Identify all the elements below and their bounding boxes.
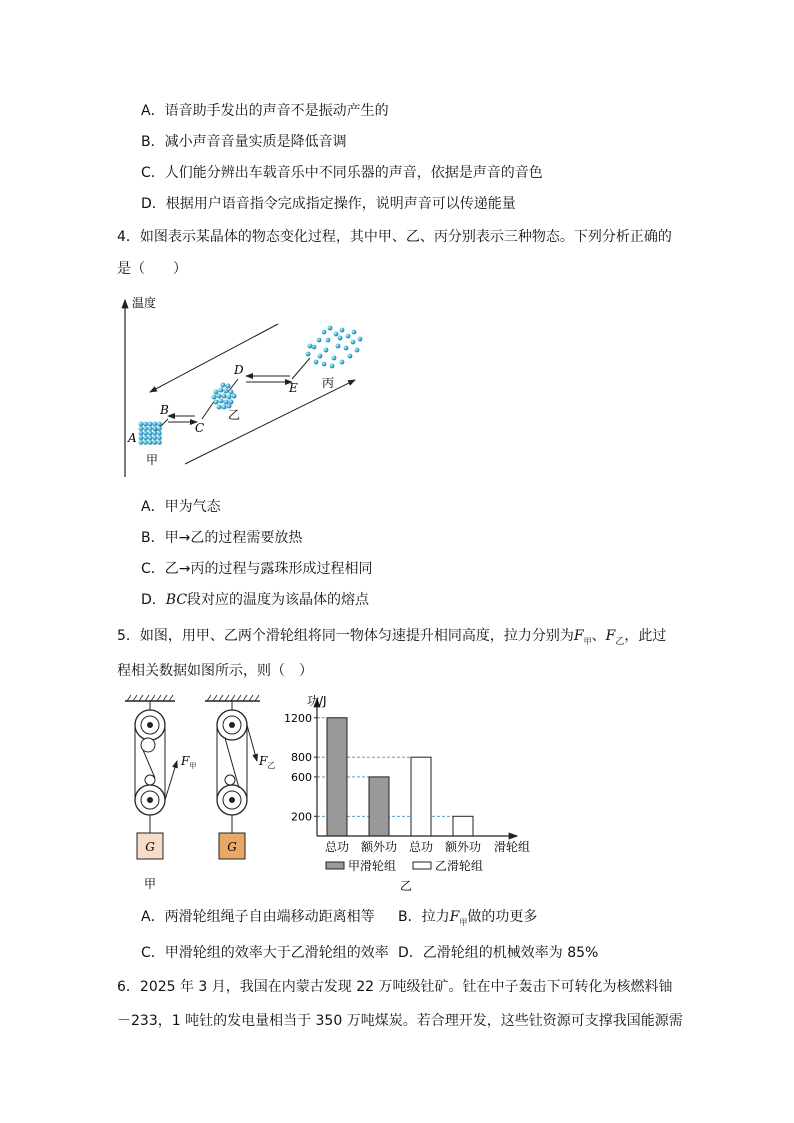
legend-swatch-yi (413, 862, 431, 869)
gas-particle (340, 360, 345, 365)
gas-particle (336, 344, 341, 349)
liquid-particle (214, 390, 219, 395)
liquid-particle (212, 395, 217, 400)
solid-particle (143, 440, 148, 445)
liquid-particle (222, 394, 227, 399)
q3-option-a: A．语音助手发出的声音不是振动产生的 (141, 103, 389, 119)
gas-particle (348, 354, 353, 359)
q6-line1: 6．2025 年 3 月，我国在内蒙古发现 22 万吨级钍矿。钍在中子轰击下可转化为核燃料铀 (117, 979, 673, 995)
solid-particle (157, 431, 162, 436)
state-label-yi: 乙 (228, 408, 241, 422)
solid-particle (143, 426, 148, 431)
force-label-jia: $F_甲$ (181, 754, 197, 770)
gas-particle (326, 338, 331, 343)
gas-particle (352, 330, 357, 335)
bar-2 (411, 757, 431, 836)
pulley-system-yi (205, 695, 275, 859)
gas-particle (330, 364, 335, 369)
gas-particle (318, 354, 323, 359)
bar-3 (453, 816, 473, 836)
y-tick-label: 800 (291, 751, 312, 765)
q3-option-c: C．人们能分辨出车载音乐中不同乐器的声音，依据是声音的音色 (141, 165, 543, 181)
force-label-yi: $F_乙$ (259, 754, 276, 770)
liquid-particle (219, 399, 224, 404)
x-axis-title: 滑轮组 (494, 840, 531, 854)
state-label-bing: 丙 (322, 376, 335, 390)
solid-particle (157, 435, 162, 440)
gas-particle (312, 345, 317, 350)
point-label-b: B (160, 403, 169, 417)
bar-1 (369, 777, 389, 836)
q5-pulley-figure (115, 693, 290, 893)
q4-stem-line2: 是（ ） (117, 261, 187, 277)
liquid-particle (222, 405, 227, 410)
point-label-a: A (128, 431, 137, 445)
solid-particle (143, 431, 148, 436)
y-axis-label: 温度 (132, 296, 157, 310)
q6-line2: －233，1 吨钍的发电量相当于 350 万吨煤炭。若合理开发，这些钍资源可支撑我国能源需 (117, 1013, 683, 1029)
q3-option-b: B．减小声音音量实质是降低音调 (141, 134, 347, 150)
y-tick-label: 1200 (284, 711, 312, 725)
q4-option-a: A．甲为气态 (141, 499, 221, 515)
solid-particle (143, 422, 148, 427)
y-tick-label: 600 (291, 770, 312, 784)
caption-jia: 甲 (143, 877, 157, 891)
gas-particles-bing (306, 326, 363, 369)
solid-particle (148, 435, 153, 440)
liquid-particle (229, 390, 234, 395)
gas-particle (358, 337, 363, 342)
gas-particle (344, 346, 349, 351)
liquid-particle (217, 394, 222, 399)
gas-particle (308, 344, 313, 349)
solid-particle (139, 422, 144, 427)
point-label-d: D (234, 363, 244, 377)
caption-yi: 乙 (399, 879, 413, 893)
solid-particle (152, 435, 157, 440)
liquid-particle (224, 389, 229, 394)
bottom-diagonal-arrow (185, 380, 355, 464)
gas-particle (334, 332, 339, 337)
gas-particle (332, 356, 337, 361)
weight-label-yi: G (227, 840, 237, 854)
gas-particle (346, 334, 351, 339)
liquid-particle (227, 395, 232, 400)
state-label-jia: 甲 (146, 453, 159, 467)
q5-option-b: B．拉力$F_甲$做的功更多 (398, 909, 538, 927)
solid-particle (157, 422, 162, 427)
pulley-system-jia (125, 695, 196, 891)
gas-particle (314, 360, 319, 365)
legend-swatch-jia (326, 862, 344, 869)
liquid-particle (219, 388, 224, 393)
gas-particle (355, 348, 360, 353)
liquid-particle (226, 384, 231, 389)
legend-label-yi: 乙滑轮组 (435, 859, 484, 873)
solid-particle (143, 435, 148, 440)
q5-work-bar-chart (272, 693, 542, 893)
point-label-c: C (195, 421, 205, 435)
legend-label-jia: 甲滑轮组 (348, 859, 397, 873)
solid-particle (139, 426, 144, 431)
x-category-label: 总功 (324, 840, 350, 854)
gas-particle (328, 326, 333, 331)
solid-particle (139, 440, 144, 445)
gas-particle (306, 352, 311, 357)
liquid-particle (214, 400, 219, 405)
gas-particle (338, 336, 343, 341)
q5-option-a: A．两滑轮组绳子自由端移动距离相等 (141, 909, 375, 925)
solid-particle (152, 422, 157, 427)
solid-particle (139, 431, 144, 436)
q5-option-c: C．甲滑轮组的效率大于乙滑轮组的效率 (141, 945, 389, 961)
liquid-particle (221, 383, 226, 388)
solid-particle (148, 440, 153, 445)
q4-stem-line1: 4．如图表示某晶体的物态变化过程，其中甲、乙、丙分别表示三种物态。下列分析正确的 (117, 229, 672, 245)
gas-particle (322, 330, 327, 335)
x-category-label: 额外功 (444, 840, 482, 854)
solid-particle (157, 440, 162, 445)
gas-particle (324, 348, 329, 353)
x-category-label: 额外功 (360, 840, 398, 854)
solid-particle (139, 435, 144, 440)
solid-particle (152, 431, 157, 436)
q5-option-d: D．乙滑轮组的机械效率为 85% (398, 945, 599, 961)
q3-option-d: D．根据用户语音指令完成指定操作，说明声音可以传递能量 (141, 196, 516, 212)
q4-option-b: B．甲→乙的过程需要放热 (141, 530, 303, 546)
liquid-particle (224, 400, 229, 405)
solid-particle (148, 426, 153, 431)
gas-particle (317, 338, 322, 343)
gas-particle (340, 328, 345, 333)
q5-stem-line1: 5．如图，用甲、乙两个滑轮组将同一物体匀速提升相同高度，拉力分别为$F_甲$、$F_乙$，此过 (117, 628, 667, 647)
liquid-particle (217, 405, 222, 410)
solid-particle (152, 426, 157, 431)
solid-lattice-jia (139, 422, 162, 445)
q4-state-change-figure (110, 292, 410, 477)
gas-particle (351, 340, 356, 345)
liquid-particle (232, 394, 237, 399)
q5-stem-line2: 程相关数据如图所示，则（ ） (117, 663, 313, 679)
solid-particle (148, 422, 153, 427)
point-label-e: E (289, 381, 298, 395)
x-category-label: 总功 (408, 840, 434, 854)
bar-0 (327, 718, 347, 836)
solid-particle (152, 440, 157, 445)
q4-option-c: C．乙→丙的过程与露珠形成过程相同 (141, 561, 373, 577)
q4-option-d: D．BC段对应的温度为该晶体的熔点 (141, 592, 370, 608)
y-tick-label: 200 (291, 810, 312, 824)
gas-particle (322, 362, 327, 367)
solid-particle (157, 426, 162, 431)
y-axis-title: 功/J (307, 694, 327, 708)
solid-particle (148, 431, 153, 436)
weight-label-jia: G (145, 840, 155, 854)
